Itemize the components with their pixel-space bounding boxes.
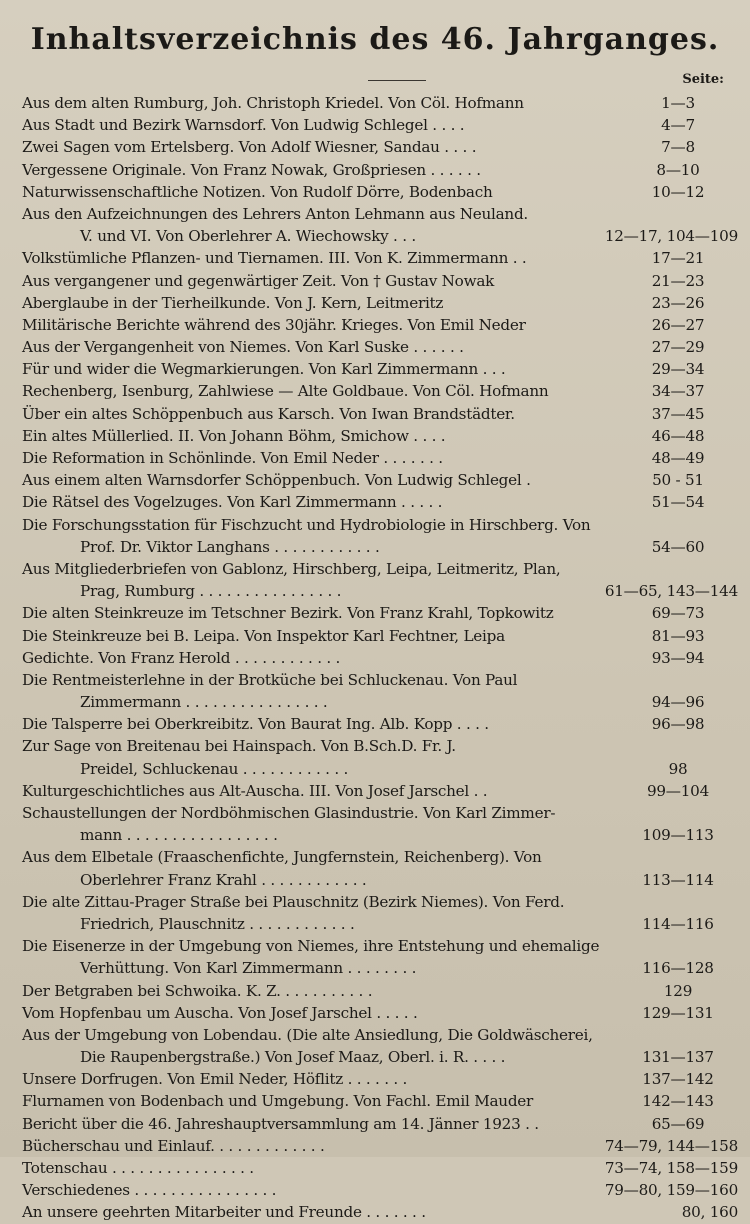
toc-entry-text: Militärische Berichte während des 30jähr. Krieges. Von Emil Neder [22, 315, 526, 334]
toc-entry-page: 1—3 [661, 94, 695, 112]
toc-entry-text: Gedichte. Von Franz Herold . . . . . . . . . . . . [22, 648, 341, 667]
toc-entry [0, 780, 750, 802]
toc-entry-page: 81—93 [651, 626, 705, 645]
toc-entry-text: Aus der Vergangenheit von Niemes. Von Karl Suske . . . . . . [22, 338, 464, 357]
toc-entry-text: Preidel, Schluckenau . . . . . . . . . . . . [80, 759, 349, 778]
toc-entry-text: mann . . . . . . . . . . . . . . . . . [80, 826, 278, 845]
toc-entry-page: 50 - 51 [652, 471, 704, 490]
toc-entry-text: Die Steinkreuze bei B. Leipa. Von Inspektor Karl Fechtner, Leipa [22, 626, 505, 645]
toc-entry-page: 142—143 [642, 1092, 714, 1111]
toc-entry-text: Aberglaube in der Tierheilkunde. Von J. Kern, Leitmeritz [22, 293, 444, 312]
toc-entry-text: Rechenberg, Isenburg, Zahlwiese — Alte Goldbaue. Von Cöl. Hofmann [22, 382, 549, 401]
toc-entry-text: Zwei Sagen vom Ertelsberg. Von Adolf Wiesner, Sandau . . . . [22, 138, 477, 157]
toc-entry-text: Naturwissenschaftliche Notizen. Von Rudolf Dörre, Bodenbach [22, 182, 493, 201]
page-title: Inhaltsverzeichnis des 46. Jahrganges. [30, 22, 720, 57]
toc-entry [0, 136, 750, 158]
toc-entry [0, 735, 750, 757]
toc-entry-text: V. und VI. Von Oberlehrer A. Wiechowsky . . . [80, 227, 416, 246]
toc-entry [0, 846, 750, 868]
toc-entry-page: 51—54 [651, 493, 705, 512]
toc-entry [0, 824, 750, 846]
toc-entry [0, 1113, 750, 1135]
toc-entry [0, 536, 750, 558]
toc-entry [0, 1157, 750, 1179]
toc-entry [0, 713, 750, 735]
toc-entry-text: Die Rentmeisterlehne in der Brotküche bei Schluckenau. Von Paul [22, 670, 518, 689]
toc-entry-page: 61—65, 143—144 [604, 582, 738, 601]
toc-entry [0, 980, 750, 1002]
toc-entry-text: Aus Stadt und Bezirk Warnsdorf. Von Ludwig Schlegel . . . . [22, 116, 465, 135]
page-column-header: Seite: [682, 72, 724, 87]
toc-entry-text: Aus dem alten Rumburg, Joh. Christoph Kriedel. Von Cöl. Hofmann [22, 94, 524, 112]
toc-entry-text: Vom Hopfenbau um Auscha. Von Josef Jarschel . . . . . [22, 1003, 418, 1022]
toc-entry-page: 80, 160 [681, 1203, 738, 1222]
toc-entry [0, 1179, 750, 1201]
toc-entry-text: Die Raupenbergstraße.) Von Josef Maaz, Oberl. i. R. . . . . [80, 1048, 506, 1067]
toc-entry-page: 69—73 [651, 604, 705, 623]
toc-entry [0, 935, 750, 957]
toc-entry [0, 469, 750, 491]
toc-entry [0, 1002, 750, 1024]
toc-entry-page: 4—7 [661, 116, 695, 135]
toc-entry [0, 514, 750, 536]
toc-entry [0, 869, 750, 891]
toc-entry-page: 96—98 [651, 715, 705, 734]
toc-entry-text: Bericht über die 46. Jahreshauptversammlung am 14. Jänner 1923 . . [22, 1114, 539, 1133]
toc-entry-page: 34—37 [651, 382, 705, 401]
toc-entry [0, 403, 750, 425]
toc-entry [0, 669, 750, 691]
toc-entry-text: Aus vergangener und gegenwärtiger Zeit. Von † Gustav Nowak [22, 271, 495, 290]
toc-entry-text: Die Eisenerze in der Umgebung von Niemes, ihre Entstehung und ehemalige [22, 937, 600, 956]
toc-entry-text: Volkstümliche Pflanzen- und Tiernamen. III. Von K. Zimmermann . . [22, 249, 527, 268]
toc-entry-text: Totenschau . . . . . . . . . . . . . . . . [22, 1159, 254, 1177]
toc-entry [0, 181, 750, 203]
toc-entry [0, 758, 750, 780]
toc-entry [0, 292, 750, 314]
toc-entry [0, 1068, 750, 1090]
toc-entry-page: 129 [663, 981, 693, 1000]
toc-entry-page: 98 [668, 759, 688, 778]
toc-entry-text: Kulturgeschichtliches aus Alt-Auscha. III. Von Josef Jarschel . . [22, 781, 488, 800]
toc-entry [0, 1135, 750, 1157]
toc-entry-page: 114—116 [642, 914, 714, 933]
toc-entry-text: Prag, Rumburg . . . . . . . . . . . . . . . . [80, 582, 342, 601]
toc-entry [0, 380, 750, 402]
toc-entry-page: 10—12 [651, 182, 705, 201]
toc-entry-page: 37—45 [651, 404, 705, 423]
toc-entry-page: 27—29 [651, 338, 705, 357]
toc-entry-text: Aus den Aufzeichnungen des Lehrers Anton Lehmann aus Neuland. [22, 204, 528, 223]
toc-entry-text: Zur Sage von Breitenau bei Hainspach. Von B.Sch.D. Fr. J. [22, 737, 456, 756]
toc-entry-text: Für und wider die Wegmarkierungen. Von Karl Zimmermann . . . [22, 360, 506, 379]
toc-entry-text: Die alte Zittau-Prager Straße bei Plauschnitz (Bezirk Niemes). Von Ferd. [22, 892, 565, 911]
toc-entry [0, 247, 750, 269]
toc-entry-text: Aus der Umgebung von Lobendau. (Die alte Ansiedlung, Die Goldwäscherei, [22, 1025, 593, 1044]
toc-entry-text: Prof. Dr. Viktor Langhans . . . . . . . . . . . . [80, 537, 380, 556]
toc-entry-page: 73—74, 158—159 [604, 1159, 738, 1177]
toc-entry [0, 1024, 750, 1046]
toc-entry-text: Aus Mitgliederbriefen von Gablonz, Hirschberg, Leipa, Leitmeritz, Plan, [22, 559, 561, 578]
toc-entry-page: 99—104 [646, 781, 709, 800]
toc-entry [0, 957, 750, 979]
toc-entry-page: 23—26 [651, 293, 705, 312]
toc-entry [0, 913, 750, 935]
toc-entry-text: Oberlehrer Franz Krahl . . . . . . . . . . . . [80, 870, 367, 889]
toc-entry-text: Schaustellungen der Nordböhmischen Glasindustrie. Von Karl Zimmer- [22, 804, 556, 822]
toc-entry [0, 92, 750, 114]
toc-entry [0, 602, 750, 624]
toc-entry-page: 46—48 [651, 426, 705, 445]
toc-entry-page: 54—60 [651, 537, 705, 556]
toc-entry-page: 109—113 [642, 826, 714, 845]
toc-entry-page: 116—128 [642, 959, 714, 978]
toc-entry-text: Verschiedenes . . . . . . . . . . . . . . . . [22, 1181, 277, 1200]
toc-entry [0, 159, 750, 181]
toc-entry [0, 1201, 750, 1223]
toc-entry-text: Unsere Dorfrugen. Von Emil Neder, Höflitz . . . . . . . [22, 1070, 408, 1089]
toc-entry [0, 491, 750, 513]
toc-entry-page: 17—21 [651, 249, 705, 268]
toc-entry-page: 94—96 [651, 693, 705, 712]
toc-entry-text: Die Forschungsstation für Fischzucht und Hydrobiologie in Hirschberg. Von [22, 515, 591, 534]
toc-entry-text: Die Talsperre bei Oberkreibitz. Von Baurat Ing. Alb. Kopp . . . . [22, 715, 489, 734]
toc-entry-page: 137—142 [642, 1070, 714, 1089]
toc-entry [0, 358, 750, 380]
toc-entry [0, 447, 750, 469]
toc-entry [0, 336, 750, 358]
toc-entry [0, 691, 750, 713]
toc-entry-page: 79—80, 159—160 [604, 1181, 738, 1200]
toc-entry-text: Friedrich, Plauschnitz . . . . . . . . . . . . [80, 914, 355, 933]
toc-entry-text: Ein altes Müllerlied. II. Von Johann Böhm, Smichow . . . . [22, 426, 446, 445]
toc-entry-page: 93—94 [651, 648, 705, 667]
toc-entry [0, 270, 750, 292]
toc-entry [0, 802, 750, 824]
toc-entry [0, 580, 750, 602]
toc-entry [0, 647, 750, 669]
toc-entry [0, 425, 750, 447]
toc-entry-page: 129—131 [642, 1003, 714, 1022]
toc-entry-text: Verhüttung. Von Karl Zimmermann . . . . . . . . [80, 959, 417, 978]
toc-entry [0, 625, 750, 647]
toc-entry-text: Die Reformation in Schönlinde. Von Emil Neder . . . . . . . [22, 449, 443, 467]
toc-entry-text: Aus dem Elbetale (Fraaschenfichte, Jungfernstein, Reichenberg). Von [22, 848, 542, 867]
toc-entry-text: Aus einem alten Warnsdorfer Schöppenbuch. Von Ludwig Schlegel . [22, 471, 531, 490]
toc-entry-page: 12—17, 104—109 [604, 227, 738, 246]
toc-entry-page: 131—137 [642, 1048, 714, 1067]
toc-entry-text: Zimmermann . . . . . . . . . . . . . . . . [80, 693, 328, 712]
toc-entry [0, 314, 750, 336]
toc-entry-text: Über ein altes Schöppenbuch aus Karsch. Von Iwan Brandstädter. [22, 404, 515, 423]
toc-entry-text: Die Rätsel des Vogelzuges. Von Karl Zimmermann . . . . . [22, 493, 443, 512]
toc-entry-page: 21—23 [651, 271, 705, 290]
toc-entry [0, 891, 750, 913]
toc-entry-page: 26—27 [651, 315, 705, 334]
toc-entry-page: 74—79, 144—158 [604, 1136, 738, 1155]
toc-entry-page: 7—8 [661, 138, 695, 157]
toc-entry-page: 113—114 [642, 870, 714, 889]
toc-entry [0, 558, 750, 580]
toc-entry [0, 1046, 750, 1068]
toc-entry-text: Der Betgraben bei Schwoika. K. Z. . . . . . . . . . . [22, 981, 373, 1000]
title-divider [368, 80, 426, 81]
toc-entry-text: Bücherschau und Einlauf. . . . . . . . . . . . . [22, 1136, 325, 1155]
toc-entry-text: Flurnamen von Bodenbach und Umgebung. Von Fachl. Emil Mauder [22, 1092, 534, 1111]
toc-entry-page: 48—49 [651, 449, 705, 467]
toc-entry-page: 8—10 [656, 160, 700, 179]
toc-entry [0, 225, 750, 247]
toc-entry [0, 203, 750, 225]
toc-entry [0, 1090, 750, 1112]
toc-entry [0, 114, 750, 136]
toc-entry-text: An unsere geehrten Mitarbeiter und Freunde . . . . . . . [22, 1203, 426, 1222]
toc-entry-text: Vergessene Originale. Von Franz Nowak, Großpriesen . . . . . . [22, 160, 481, 179]
toc-entry-page: 29—34 [651, 360, 705, 379]
table-of-contents [0, 92, 750, 1224]
toc-entry-page: 65—69 [651, 1114, 705, 1133]
toc-entry-text: Die alten Steinkreuze im Tetschner Bezirk. Von Franz Krahl, Topkowitz [22, 604, 554, 623]
